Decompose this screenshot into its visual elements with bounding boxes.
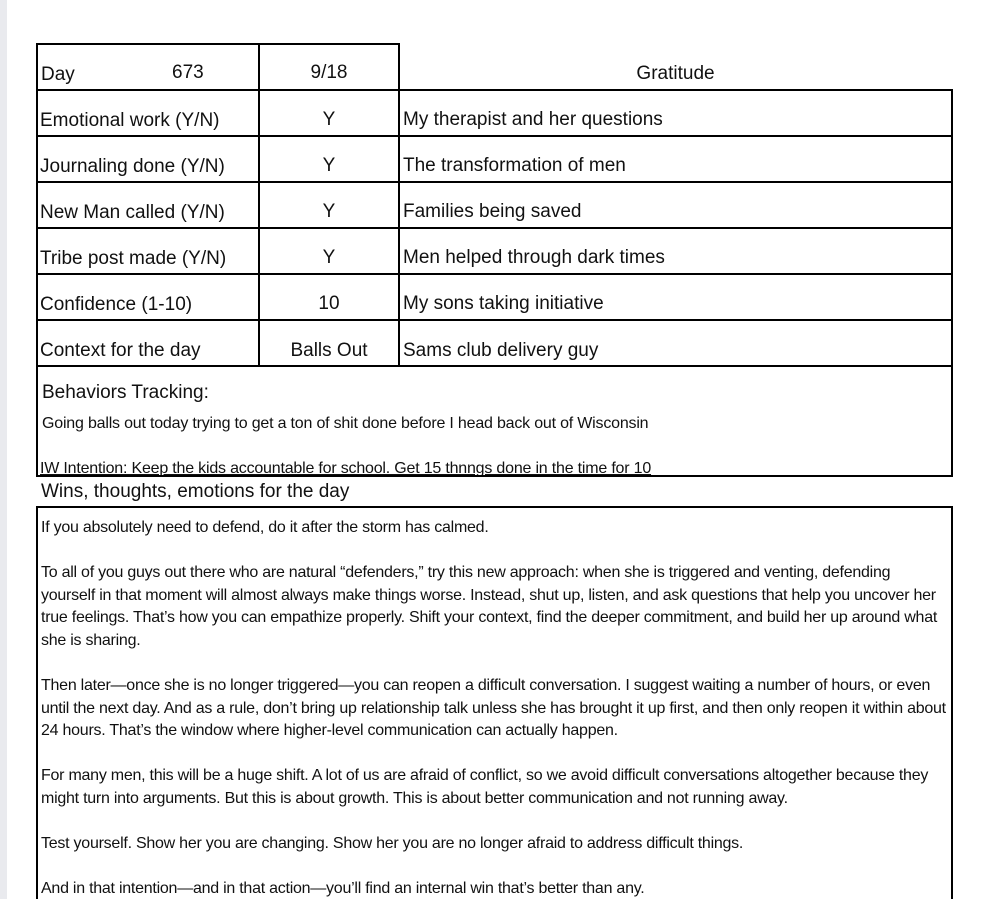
row-divider bbox=[36, 273, 953, 275]
column-divider bbox=[398, 43, 400, 367]
wins-title: Wins, thoughts, emotions for the day bbox=[41, 481, 350, 502]
date-value: 9/18 bbox=[310, 62, 348, 83]
row-value-new-man-called: Y bbox=[322, 201, 336, 222]
row-divider bbox=[36, 319, 953, 321]
gratitude-item: My sons taking initiative bbox=[403, 293, 604, 314]
table-right-border bbox=[951, 89, 953, 477]
behaviors-text: Going balls out today trying to get a ton of shit done before I head back out of Wisconsin bbox=[42, 415, 649, 432]
row-label-tribe-post: Tribe post made (Y/N) bbox=[40, 248, 227, 269]
row-divider bbox=[36, 365, 953, 367]
row-value-context: Balls Out bbox=[290, 340, 368, 361]
intention-clip bbox=[38, 459, 950, 475]
wins-paragraph: Then later—once she is no longer triggered—you can reopen a difficult conversation. I suggest waiting a number of hours, or even until the next day. And as a rule, don’t bring up relationship talk unless she has brought it up first, and then only reopen it within about 24 hours. That’s the window where higher-level communication can actually happen. bbox=[41, 677, 946, 739]
gratitude-item: Families being saved bbox=[403, 201, 582, 222]
gratitude-item: My therapist and her questions bbox=[403, 109, 663, 130]
day-label: Day bbox=[41, 64, 75, 85]
wins-paragraph: If you absolutely need to defend, do it after the storm has calmed. bbox=[41, 519, 489, 536]
row-value-confidence: 10 bbox=[318, 293, 340, 314]
row-divider bbox=[36, 227, 953, 229]
wins-paragraph: For many men, this will be a huge shift. A lot of us are afraid of conflict, so we avoid difficult conversations altogether because they might turn into arguments. But this is about growth. This is about better communication and not running away. bbox=[41, 767, 929, 807]
row-value-emotional-work: Y bbox=[322, 109, 336, 130]
row-value-tribe-post: Y bbox=[322, 247, 336, 268]
row-divider bbox=[36, 135, 953, 137]
wins-content bbox=[38, 508, 950, 899]
behaviors-bottom-border bbox=[36, 475, 953, 477]
wins-paragraph: Test yourself. Show her you are changing. Show her you are no longer afraid to address difficult things. bbox=[41, 835, 744, 852]
row-label-context: Context for the day bbox=[40, 340, 201, 361]
table-top-border bbox=[36, 43, 400, 45]
gratitude-item: Sams club delivery guy bbox=[403, 340, 599, 361]
row-label-emotional-work: Emotional work (Y/N) bbox=[40, 110, 220, 131]
row-divider bbox=[36, 89, 953, 91]
row-label-new-man-called: New Man called (Y/N) bbox=[40, 202, 225, 223]
table-left-border bbox=[36, 43, 38, 477]
behaviors-title: Behaviors Tracking: bbox=[42, 382, 209, 403]
gratitude-item: Men helped through dark times bbox=[403, 247, 665, 268]
wins-paragraph: To all of you guys out there who are natural “defenders,” try this new approach: when she is triggered and venting, defending yourself in that moment will almost always make things worse. Instead, shut up, listen, and ask questions that help you uncover her true feelings. That’s how you can empathize properly. Shift your context, find the deeper commitment, and build her up around what she is sharing. bbox=[41, 564, 938, 649]
wins-paragraph: And in that intention—and in that action—you’ll find an internal win that’s better than any. bbox=[41, 880, 645, 897]
intention-text: IW Intention: Keep the kids accountable for school. Get 15 thnngs done in the time for 10 bbox=[40, 460, 652, 475]
gratitude-item: The transformation of men bbox=[403, 155, 626, 176]
day-number: 673 bbox=[172, 62, 204, 83]
wins-right-border bbox=[951, 506, 953, 899]
row-label-confidence: Confidence (1-10) bbox=[40, 294, 193, 315]
gratitude-header: Gratitude bbox=[636, 63, 715, 84]
row-value-journaling: Y bbox=[322, 155, 336, 176]
page-edge-strip bbox=[0, 0, 7, 899]
row-divider bbox=[36, 181, 953, 183]
row-label-journaling: Journaling done (Y/N) bbox=[40, 156, 225, 177]
